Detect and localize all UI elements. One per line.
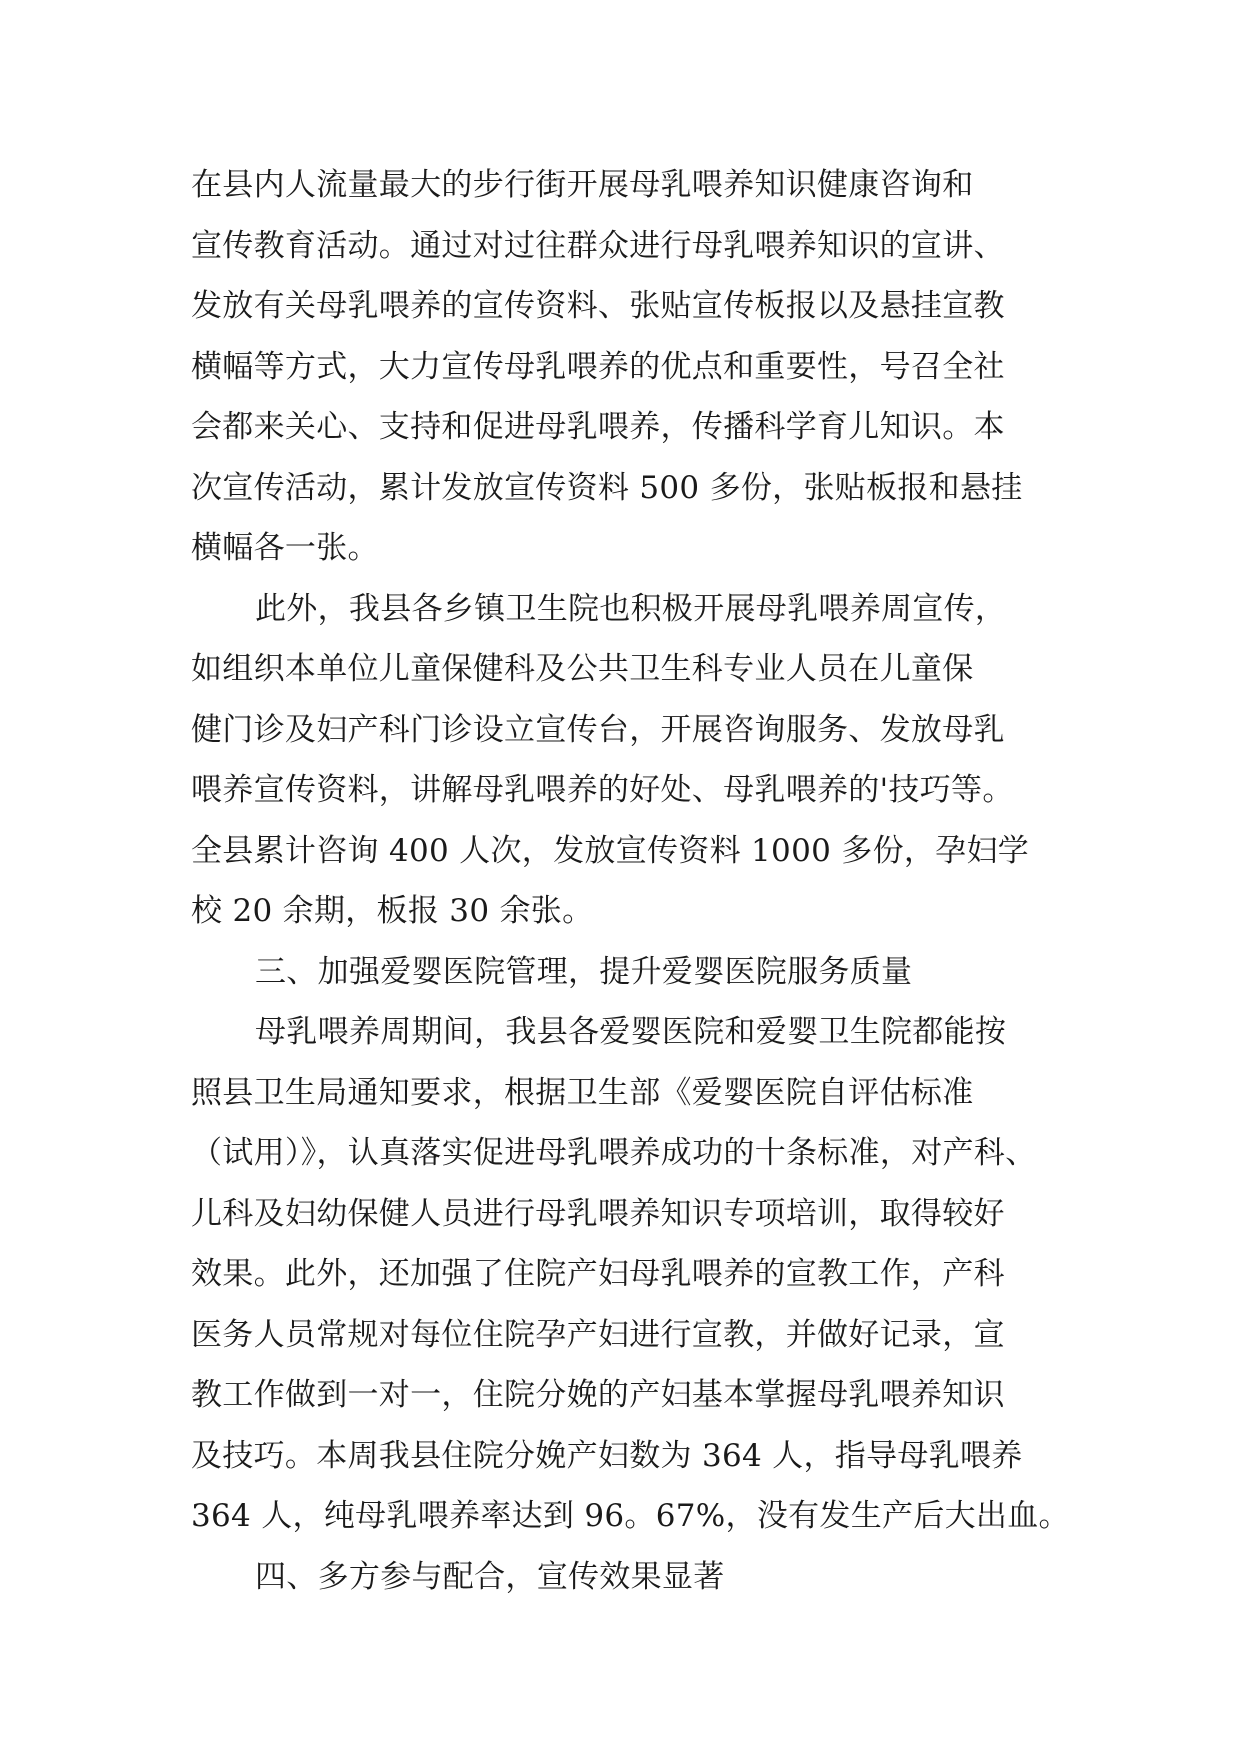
text-line: 此外，我县各乡镇卫生院也积极开展母乳喂养周宣传，: [255, 590, 1007, 627]
text-line: 次宣传活动，累计发放宣传资料 500 多份，张贴板报和悬挂: [191, 469, 1023, 506]
text-line: 教工作做到一对一，住院分娩的产妇基本掌握母乳喂养知识: [191, 1377, 1005, 1413]
text-line: 如组织本单位儿童保健科及公共卫生科专业人员在儿童保: [191, 651, 974, 687]
text-line: 照县卫生局通知要求，根据卫生部《爱婴医院自评估标准: [191, 1074, 974, 1111]
text-line: 校 20 余期，板报 30 余张。: [191, 893, 594, 929]
text-line: （试用）》，认真落实促进母乳喂养成功的十条标准，对产科、: [191, 1135, 1037, 1171]
text-line: 喂养宣传资料，讲解母乳喂养的好处、母乳喂养的'技巧等。: [191, 772, 1014, 808]
text-line: 儿科及妇幼保健人员进行母乳喂养知识专项培训，取得较好: [191, 1195, 1005, 1232]
text-line: 及技巧。本周我县住院分娩产妇数为 364 人，指导母乳喂养: [191, 1437, 1023, 1474]
text-line: 母乳喂养周期间，我县各爱婴医院和爱婴卫生院都能按: [255, 1014, 1007, 1050]
text-line: 发放有关母乳喂养的宣传资料、张贴宣传板报以及悬挂宣教: [191, 288, 1005, 324]
text-line: 横幅各一张。: [191, 530, 379, 566]
text-line: 效果。此外，还加强了住院产妇母乳喂养的宣教工作，产科: [191, 1256, 1005, 1292]
document-body: [191, 155, 1071, 1607]
text-line: 会都来关心、支持和促进母乳喂养，传播科学育儿知识。本: [191, 409, 1005, 445]
text-line: 全县累计咨询 400 人次，发放宣传资料 1000 多份，孕妇学: [191, 832, 1030, 869]
text-line: 横幅等方式，大力宣传母乳喂养的优点和重要性，号召全社: [191, 348, 1005, 385]
text-line: 四、多方参与配合，宣传效果显著: [255, 1558, 725, 1595]
text-line: 健门诊及妇产科门诊设立宣传台，开展咨询服务、发放母乳: [191, 711, 1005, 748]
text-line: 宣传教育活动。通过对过往群众进行母乳喂养知识的宣讲、: [191, 227, 1005, 264]
text-line: 医务人员常规对每位住院孕产妇进行宣教，并做好记录，宣: [191, 1316, 1005, 1353]
text-line: 在县内人流量最大的步行街开展母乳喂养知识健康咨询和: [191, 167, 974, 203]
text-line: 三、加强爱婴医院管理，提升爱婴医院服务质量: [255, 953, 913, 990]
text-line: 364 人，纯母乳喂养率达到 96。67%，没有发生产后大出血。: [191, 1498, 1070, 1534]
